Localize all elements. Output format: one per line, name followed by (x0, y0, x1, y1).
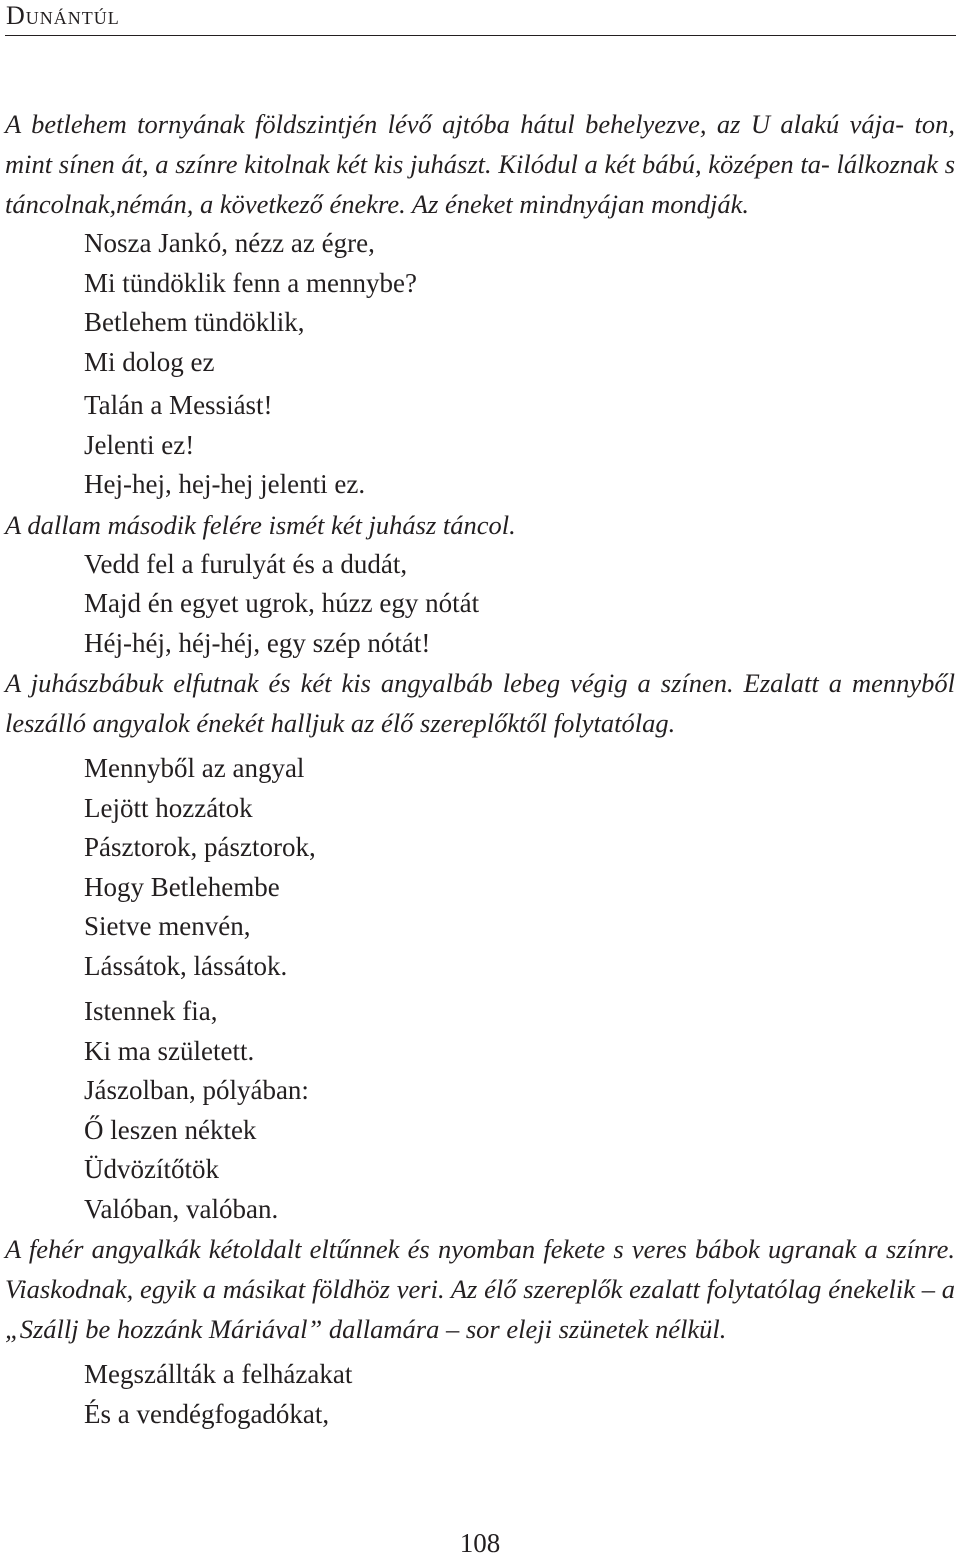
verse-stanza-3 (5, 749, 955, 986)
verse-line: Istennek fia, (84, 996, 218, 1026)
stage-direction-1 (5, 104, 955, 224)
stage-direction-line: ton, mint sínen át, a színre kitolnak két kis juhászt. Kilódul a két bábú, középen ta- (5, 109, 955, 179)
verse-line: Nosza Jankó, nézz az égre, (84, 228, 375, 258)
verse-line: Mi tündöklik fenn a mennybe? (84, 267, 417, 298)
verse-stanza-2 (5, 545, 955, 664)
verse-line: Talán a Messiást! (84, 390, 273, 420)
verse-line: Hej-hej, hej-hej jelenti ez. (84, 469, 366, 499)
verse-line: Pásztorok, pásztorok, (84, 832, 316, 862)
verse-line: Ki ma született. (84, 1035, 255, 1066)
page-number: 108 (459, 1528, 501, 1558)
verse-line: Majd én egyet ugrok, húzz egy nótát (84, 588, 480, 618)
verse-line: Ő leszen néktek (84, 1114, 257, 1145)
stage-direction-line: leszálló angyalok énekét halljuk az élő szereplőktől folytatólag. (5, 708, 676, 738)
verse-line: Héj-héj, héj-héj, egy szép nótát! (84, 627, 431, 658)
verse-line: Mennyből az angyal (84, 753, 305, 783)
verse-stanza-1 (5, 224, 955, 505)
stage-direction-2: A dallam második felére ismét két juhász táncol. (5, 509, 516, 540)
stage-direction-line: A betlehem tornyának földszintjén lévő ajtóba hátul behelyezve, az U alakú vája- (5, 109, 905, 139)
verse-line: És a vendégfogadókat, (84, 1398, 330, 1429)
verse-line: Jelenti ez! (84, 429, 195, 460)
verse-line: Sietve menvén, (84, 911, 251, 941)
verse-line: Hogy Betlehembe (84, 871, 280, 902)
verse-line: Betlehem tündöklik, (84, 307, 305, 337)
verse-line: Lejött hozzátok (84, 792, 253, 823)
verse-line: Valóban, valóban. (84, 1193, 279, 1224)
verse-line: Megszállták a felházakat (84, 1359, 353, 1389)
verse-line: Mi dolog ez (84, 346, 215, 377)
stage-direction-line: lálkoznak s táncolnak,némán, a következő énekre. Az éneket mindnyájan mondják. (5, 149, 956, 219)
verse-line: Jászolban, pólyában: (84, 1075, 309, 1105)
verse-stanza-5 (5, 1355, 955, 1434)
stage-direction-line: A juhászbábuk elfutnak és két kis angyalbáb lebeg végig a színen. Ezalatt a mennyből (5, 668, 955, 698)
verse-line: Üdvözítőtök (84, 1154, 219, 1184)
running-header: Dunántúl (6, 1, 120, 30)
verse-line: Vedd fel a furulyát és a dudát, (84, 548, 408, 579)
header-rule (5, 35, 956, 36)
stage-direction-line: színre. Viaskodnak, egyik a másikat földhöz veri. Az élő szereplők ezalatt folytatólag (5, 1234, 956, 1304)
verse-line: Lássátok, lássátok. (84, 950, 288, 981)
stage-direction-3 (5, 663, 955, 743)
stage-direction-line: énekelik – a „Szállj be hozzánk Máriával” dallamára – sor eleji szünetek nélkül. (5, 1274, 956, 1344)
verse-stanza-4 (5, 992, 955, 1229)
stage-direction-line: A fehér angyalkák kétoldalt eltűnnek és nyomban fekete s veres bábok ugranak a (5, 1234, 878, 1264)
page-body (5, 104, 955, 1434)
stage-direction-4 (5, 1229, 955, 1349)
